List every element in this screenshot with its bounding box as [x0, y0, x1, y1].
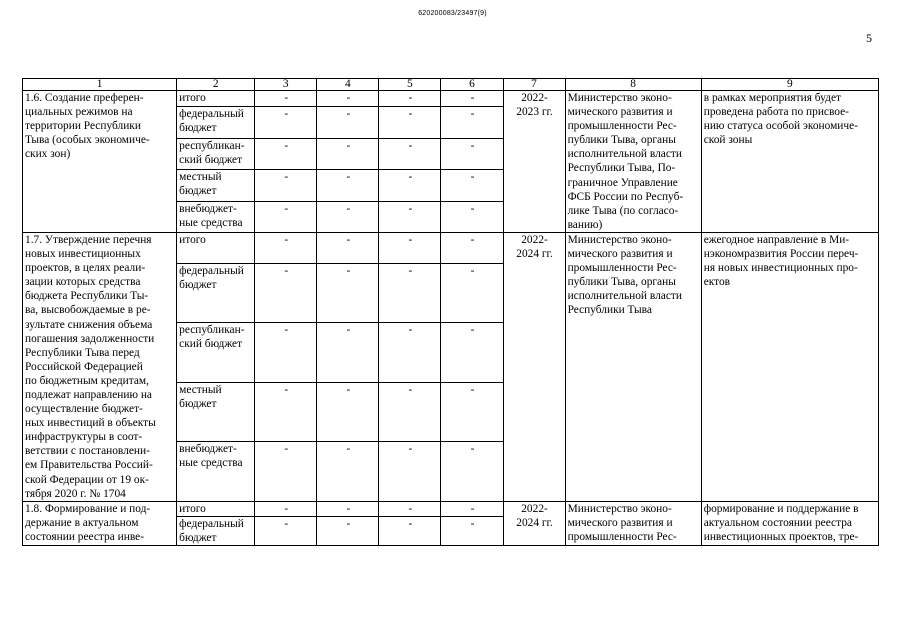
amount-cell: -	[379, 501, 441, 516]
amount-cell: -	[441, 442, 503, 502]
plan-table	[22, 78, 879, 546]
funding-source-cell: республикан- ский бюджет	[177, 138, 255, 169]
table-row	[23, 91, 879, 107]
amount-cell: -	[379, 138, 441, 169]
amount-cell: -	[255, 442, 317, 502]
period-cell: 2022- 2024 гг.	[503, 501, 565, 545]
document-id: 620200083/23497(9)	[418, 10, 487, 17]
period-cell: 2022- 2023 гг.	[503, 91, 565, 233]
amount-cell: -	[255, 263, 317, 323]
period-cell: 2022- 2024 гг.	[503, 232, 565, 501]
funding-source-cell: итого	[177, 91, 255, 107]
result-cell: в рамках мероприятия будет проведена работа по присвое- нию статуса особой экономиче- ской зоны	[701, 91, 878, 233]
amount-cell: -	[255, 382, 317, 442]
result-cell: ежегодное направление в Ми- нэкономразвития России переч- ня новых инвестиционных про- ектов	[701, 232, 878, 501]
amount-cell: -	[441, 232, 503, 263]
funding-source-cell: республикан- ский бюджет	[177, 323, 255, 383]
table-row	[23, 501, 879, 516]
column-number: 1	[23, 79, 177, 91]
funding-source-cell: внебюджет- ные средства	[177, 201, 255, 232]
amount-cell: -	[441, 91, 503, 107]
funding-source-cell: местный бюджет	[177, 170, 255, 201]
amount-cell: -	[379, 107, 441, 138]
amount-cell: -	[441, 382, 503, 442]
amount-cell: -	[441, 323, 503, 383]
funding-source-cell: итого	[177, 232, 255, 263]
column-number: 6	[441, 79, 503, 91]
amount-cell: -	[317, 232, 379, 263]
funding-source-cell: федеральный бюджет	[177, 107, 255, 138]
amount-cell: -	[317, 201, 379, 232]
amount-cell: -	[379, 201, 441, 232]
amount-cell: -	[441, 501, 503, 516]
amount-cell: -	[255, 91, 317, 107]
amount-cell: -	[317, 382, 379, 442]
amount-cell: -	[441, 138, 503, 169]
amount-cell: -	[317, 138, 379, 169]
amount-cell: -	[379, 382, 441, 442]
column-number: 3	[255, 79, 317, 91]
amount-cell: -	[255, 138, 317, 169]
amount-cell: -	[317, 323, 379, 383]
funding-source-cell: федеральный бюджет	[177, 516, 255, 545]
column-number: 9	[701, 79, 878, 91]
amount-cell: -	[379, 442, 441, 502]
amount-cell: -	[317, 170, 379, 201]
executor-cell: Министерство эконо- мического развития и промышленности Рес-	[565, 501, 701, 545]
column-number: 8	[565, 79, 701, 91]
activity-cell: 1.6. Создание преферен- циальных режимов на территории Республики Тыва (особых экономиче- ских зон)	[23, 91, 177, 233]
amount-cell: -	[441, 170, 503, 201]
amount-cell: -	[317, 501, 379, 516]
amount-cell: -	[379, 232, 441, 263]
column-number: 2	[177, 79, 255, 91]
funding-source-cell: итого	[177, 501, 255, 516]
result-cell: формирование и поддержание в актуальном состоянии реестра инвестиционных проектов, тре-	[701, 501, 878, 545]
amount-cell: -	[255, 232, 317, 263]
amount-cell: -	[441, 516, 503, 545]
amount-cell: -	[255, 323, 317, 383]
amount-cell: -	[255, 201, 317, 232]
amount-cell: -	[317, 107, 379, 138]
activity-cell: 1.7. Утверждение перечня новых инвестиционных проектов, в целях реали- зации которых средства бюджета Республики Ты- ва, высвобождаемые в ре- зультате снижения объема погашения задолженности Республики Тыва перед Российской Федерацией по бюджетным кредитам, подлежат направлению на осуществление бюджет- ных инвестиций в объекты инфраструктуры в соот- ветствии с постановлени- ем Правительства Россий- ской Федерации от 19 ок- тября 2020 г. № 1704	[23, 232, 177, 501]
amount-cell: -	[255, 501, 317, 516]
column-number: 7	[503, 79, 565, 91]
amount-cell: -	[379, 170, 441, 201]
column-number-row	[23, 79, 879, 91]
amount-cell: -	[255, 170, 317, 201]
amount-cell: -	[379, 516, 441, 545]
amount-cell: -	[317, 91, 379, 107]
funding-source-cell: внебюджет- ные средства	[177, 442, 255, 502]
funding-source-cell: местный бюджет	[177, 382, 255, 442]
amount-cell: -	[379, 91, 441, 107]
amount-cell: -	[441, 107, 503, 138]
amount-cell: -	[255, 516, 317, 545]
amount-cell: -	[379, 323, 441, 383]
amount-cell: -	[441, 263, 503, 323]
amount-cell: -	[317, 516, 379, 545]
amount-cell: -	[441, 201, 503, 232]
executor-cell: Министерство эконо- мического развития и промышленности Рес- публики Тыва, органы исполнительной власти Республики Тыва	[565, 232, 701, 501]
activity-cell: 1.8. Формирование и под- держание в актуальном состоянии реестра инве-	[23, 501, 177, 545]
funding-source-cell: федеральный бюджет	[177, 263, 255, 323]
column-number: 4	[317, 79, 379, 91]
amount-cell: -	[379, 263, 441, 323]
table-row	[23, 232, 879, 263]
amount-cell: -	[317, 263, 379, 323]
amount-cell: -	[317, 442, 379, 502]
page-number: 5	[866, 31, 872, 45]
column-number: 5	[379, 79, 441, 91]
executor-cell: Министерство эконо- мического развития и промышленности Рес- публики Тыва, органы исполнительной власти Республики Тыва, По- граничное Управление ФСБ России по Респуб- лике Тыва (по согласо- ванию)	[565, 91, 701, 233]
amount-cell: -	[255, 107, 317, 138]
